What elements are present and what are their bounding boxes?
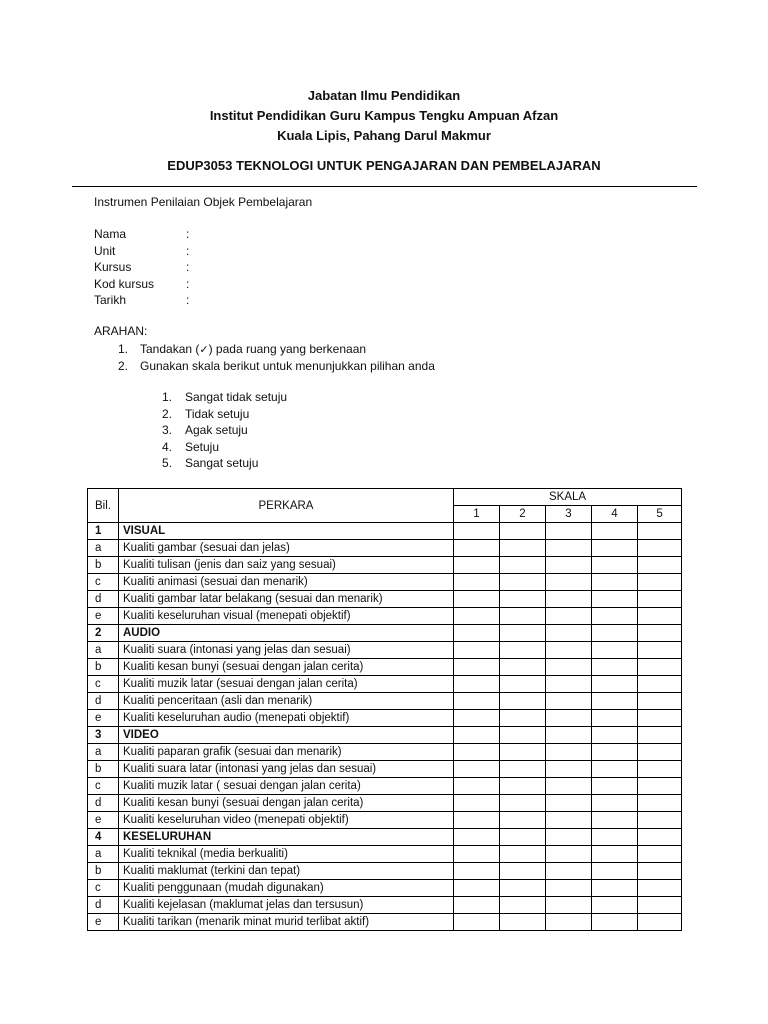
scale-cell-1 (454, 523, 500, 540)
scale-cell-1[interactable] (454, 846, 500, 863)
scale-legend (162, 389, 287, 472)
table-row (88, 659, 682, 676)
scale-number: 4. (162, 439, 173, 454)
scale-legend-item (162, 455, 287, 472)
header-divider (72, 186, 697, 187)
scale-cell-2[interactable] (500, 778, 546, 795)
instruction-text-post: ) pada ruang yang berkenaan (208, 342, 367, 356)
scale-number: 1. (162, 390, 173, 404)
scale-cell-1[interactable] (454, 744, 500, 761)
field-nama[interactable] (94, 226, 189, 243)
table-row (88, 744, 682, 761)
scale-cell-5 (638, 727, 682, 744)
scale-cell-1[interactable] (454, 591, 500, 608)
row-perkara: Kualiti penggunaan (mudah digunakan) (119, 880, 454, 897)
scale-cell-3[interactable] (546, 795, 592, 812)
scale-cell-4[interactable] (592, 880, 638, 897)
row-perkara: Kualiti tarikan (menarik minat murid terlibat aktif) (119, 914, 454, 931)
scale-cell-2[interactable] (500, 693, 546, 710)
table-row (88, 557, 682, 574)
scale-cell-3[interactable] (546, 710, 592, 727)
row-perkara: Kualiti teknikal (media berkualiti) (119, 846, 454, 863)
table-row (88, 778, 682, 795)
row-bil: e (88, 914, 119, 931)
scale-cell-1[interactable] (454, 693, 500, 710)
scale-cell-2[interactable] (500, 744, 546, 761)
scale-cell-2[interactable] (500, 795, 546, 812)
field-label: Kursus (94, 260, 132, 274)
row-bil: c (88, 574, 119, 591)
table-row (88, 608, 682, 625)
table-row (88, 676, 682, 693)
row-perkara: Kualiti keseluruhan visual (menepati objektif) (119, 608, 454, 625)
row-perkara: Kualiti penceritaan (asli dan menarik) (119, 693, 454, 710)
scale-cell-3[interactable] (546, 744, 592, 761)
scale-cell-2[interactable] (500, 676, 546, 693)
table-row (88, 693, 682, 710)
scale-cell-4[interactable] (592, 608, 638, 625)
scale-cell-4[interactable] (592, 710, 638, 727)
row-perkara: Kualiti suara (intonasi yang jelas dan sesuai) (119, 642, 454, 659)
instructions-list (118, 341, 435, 375)
scale-cell-3[interactable] (546, 863, 592, 880)
header-scale-3: 3 (546, 506, 592, 523)
scale-cell-4[interactable] (592, 914, 638, 931)
scale-cell-3 (546, 829, 592, 846)
scale-cell-3[interactable] (546, 557, 592, 574)
scale-cell-3 (546, 727, 592, 744)
scale-cell-3[interactable] (546, 846, 592, 863)
table-row (88, 761, 682, 778)
scale-cell-1[interactable] (454, 710, 500, 727)
scale-text: Tidak setuju (185, 406, 250, 421)
field-label: Nama (94, 227, 127, 241)
row-bil: a (88, 642, 119, 659)
scale-cell-3[interactable] (546, 880, 592, 897)
scale-cell-2[interactable] (500, 897, 546, 914)
row-bil: 4 (88, 829, 119, 846)
scale-text: Setuju (185, 439, 220, 454)
table-row (88, 897, 682, 914)
scale-cell-4[interactable] (592, 846, 638, 863)
scale-cell-5[interactable] (638, 897, 682, 914)
scale-cell-5[interactable] (638, 778, 682, 795)
table-row (88, 812, 682, 829)
row-perkara: AUDIO (119, 625, 454, 642)
field-kod-kursus[interactable] (94, 276, 189, 293)
scale-cell-1[interactable] (454, 914, 500, 931)
scale-cell-4[interactable] (592, 574, 638, 591)
scale-cell-2[interactable] (500, 710, 546, 727)
scale-cell-2[interactable] (500, 540, 546, 557)
field-kursus[interactable] (94, 259, 189, 276)
scale-cell-2[interactable] (500, 591, 546, 608)
scale-cell-5[interactable] (638, 744, 682, 761)
scale-cell-5[interactable] (638, 761, 682, 778)
row-perkara: Kualiti tulisan (jenis dan saiz yang sesuai) (119, 557, 454, 574)
row-bil: d (88, 795, 119, 812)
scale-cell-2[interactable] (500, 642, 546, 659)
row-perkara: Kualiti muzik latar (sesuai dengan jalan cerita) (119, 676, 454, 693)
row-perkara: VISUAL (119, 523, 454, 540)
scale-cell-1 (454, 727, 500, 744)
row-bil: a (88, 846, 119, 863)
scale-cell-3[interactable] (546, 897, 592, 914)
table-row (88, 574, 682, 591)
scale-cell-5[interactable] (638, 557, 682, 574)
scale-cell-2 (500, 727, 546, 744)
scale-cell-1[interactable] (454, 778, 500, 795)
scale-cell-2 (500, 523, 546, 540)
scale-cell-5 (638, 625, 682, 642)
field-colon: : (186, 293, 190, 307)
table-row (88, 710, 682, 727)
table-row (88, 540, 682, 557)
institute-name: Institut Pendidikan Guru Kampus Tengku Ampuan Afzan (209, 108, 559, 123)
field-label: Unit (94, 243, 116, 258)
scale-cell-4[interactable] (592, 591, 638, 608)
table-section-row (88, 625, 682, 642)
scale-cell-5[interactable] (638, 676, 682, 693)
row-bil: d (88, 897, 119, 914)
instruction-item (118, 358, 435, 375)
scale-cell-5[interactable] (638, 795, 682, 812)
table-section-row (88, 829, 682, 846)
document-header (0, 86, 768, 146)
scale-cell-5[interactable] (638, 693, 682, 710)
scale-cell-1[interactable] (454, 897, 500, 914)
scale-cell-1[interactable] (454, 642, 500, 659)
scale-cell-3[interactable] (546, 642, 592, 659)
scale-cell-5[interactable] (638, 863, 682, 880)
scale-cell-5[interactable] (638, 914, 682, 931)
scale-cell-4 (592, 625, 638, 642)
scale-cell-2[interactable] (500, 574, 546, 591)
scale-number: 5. (162, 456, 173, 470)
field-unit[interactable] (94, 243, 189, 260)
scale-cell-4[interactable] (592, 557, 638, 574)
header-skala: SKALA (454, 489, 682, 506)
scale-cell-4[interactable] (592, 693, 638, 710)
scale-legend-item (162, 422, 287, 439)
course-title: EDUP3053 TEKNOLOGI UNTUK PENGAJARAN DAN PEMBELAJARAN (167, 158, 601, 173)
scale-number: 2. (162, 406, 173, 421)
header-scale-2: 2 (500, 506, 546, 523)
instruction-text-pre: Tandakan ( (140, 342, 200, 356)
header-scale-4: 4 (592, 506, 638, 523)
scale-cell-3[interactable] (546, 659, 592, 676)
row-bil: b (88, 863, 119, 880)
instruction-text: Gunakan skala berikut untuk menunjukkan pilihan anda (140, 359, 435, 373)
field-tarikh[interactable] (94, 292, 189, 309)
scale-cell-3[interactable] (546, 574, 592, 591)
scale-cell-3[interactable] (546, 761, 592, 778)
scale-cell-1[interactable] (454, 676, 500, 693)
table-row (88, 795, 682, 812)
table-row (88, 914, 682, 931)
scale-cell-1[interactable] (454, 761, 500, 778)
scale-cell-2[interactable] (500, 761, 546, 778)
scale-cell-3[interactable] (546, 812, 592, 829)
scale-cell-2[interactable] (500, 812, 546, 829)
instruction-number: 1. (118, 342, 129, 356)
scale-cell-4[interactable] (592, 897, 638, 914)
scale-cell-3[interactable] (546, 608, 592, 625)
row-perkara: Kualiti maklumat (terkini dan tepat) (119, 863, 454, 880)
scale-text: Agak setuju (185, 423, 248, 437)
scale-legend-item (162, 406, 287, 423)
field-colon: : (186, 243, 190, 258)
scale-cell-5[interactable] (638, 812, 682, 829)
scale-cell-5[interactable] (638, 642, 682, 659)
scale-cell-1[interactable] (454, 557, 500, 574)
scale-cell-5[interactable] (638, 880, 682, 897)
scale-cell-3[interactable] (546, 778, 592, 795)
row-perkara: Kualiti paparan grafik (sesuai dan menarik) (119, 744, 454, 761)
scale-legend-item (162, 439, 287, 456)
scale-cell-5[interactable] (638, 574, 682, 591)
evaluation-table (87, 488, 682, 931)
row-bil: d (88, 591, 119, 608)
scale-text: Sangat setuju (185, 456, 259, 470)
row-bil: a (88, 744, 119, 761)
scale-cell-2[interactable] (500, 659, 546, 676)
row-bil: 1 (88, 523, 119, 540)
field-colon: : (186, 276, 190, 291)
row-perkara: Kualiti keseluruhan audio (menepati objektif) (119, 710, 454, 727)
field-label: Kod kursus (94, 276, 155, 291)
table-row (88, 880, 682, 897)
scale-legend-item (162, 389, 287, 406)
header-scale-1: 1 (454, 506, 500, 523)
instrument-title: Instrumen Penilaian Objek Pembelajaran (94, 195, 313, 209)
header-scale-5: 5 (638, 506, 682, 523)
instructions-title: ARAHAN: (94, 324, 148, 338)
row-bil: 3 (88, 727, 119, 744)
scale-text: Sangat tidak setuju (185, 390, 288, 404)
row-bil: b (88, 659, 119, 676)
row-bil: c (88, 880, 119, 897)
scale-cell-1[interactable] (454, 880, 500, 897)
row-bil: 2 (88, 625, 119, 642)
table-row (88, 863, 682, 880)
field-colon: : (186, 260, 190, 274)
scale-cell-5[interactable] (638, 846, 682, 863)
row-perkara: Kualiti suara latar (intonasi yang jelas dan sesuai) (119, 761, 454, 778)
scale-cell-1[interactable] (454, 812, 500, 829)
scale-cell-5[interactable] (638, 659, 682, 676)
scale-cell-2[interactable] (500, 557, 546, 574)
row-perkara: VIDEO (119, 727, 454, 744)
scale-cell-1[interactable] (454, 863, 500, 880)
scale-cell-5[interactable] (638, 591, 682, 608)
scale-cell-4[interactable] (592, 540, 638, 557)
scale-cell-3 (546, 625, 592, 642)
row-perkara: KESELURUHAN (119, 829, 454, 846)
department-name: Jabatan Ilmu Pendidikan (307, 88, 461, 103)
table-body (88, 523, 682, 931)
scale-cell-4 (592, 727, 638, 744)
row-bil: a (88, 540, 119, 557)
scale-cell-1[interactable] (454, 659, 500, 676)
scale-cell-2[interactable] (500, 846, 546, 863)
row-perkara: Kualiti gambar latar belakang (sesuai dan menarik) (119, 591, 454, 608)
scale-cell-2 (500, 829, 546, 846)
row-bil: b (88, 557, 119, 574)
scale-cell-4[interactable] (592, 795, 638, 812)
row-bil: e (88, 608, 119, 625)
header-bil: Bil. (88, 489, 119, 523)
scale-cell-4[interactable] (592, 659, 638, 676)
scale-cell-2[interactable] (500, 880, 546, 897)
scale-cell-3[interactable] (546, 591, 592, 608)
table-row (88, 846, 682, 863)
table-row (88, 642, 682, 659)
table-section-row (88, 523, 682, 540)
row-bil: d (88, 693, 119, 710)
header-perkara: PERKARA (119, 489, 454, 523)
scale-number: 3. (162, 423, 173, 437)
scale-cell-2[interactable] (500, 863, 546, 880)
scale-cell-5 (638, 829, 682, 846)
table-row (88, 591, 682, 608)
scale-cell-4[interactable] (592, 676, 638, 693)
field-colon: : (186, 227, 190, 241)
row-perkara: Kualiti muzik latar ( sesuai dengan jalan cerita) (119, 778, 454, 795)
row-perkara: Kualiti keseluruhan video (menepati objektif) (119, 812, 454, 829)
scale-cell-3[interactable] (546, 676, 592, 693)
scale-cell-5[interactable] (638, 710, 682, 727)
scale-cell-5[interactable] (638, 540, 682, 557)
scale-cell-4[interactable] (592, 812, 638, 829)
scale-cell-1 (454, 829, 500, 846)
scale-cell-4[interactable] (592, 778, 638, 795)
scale-cell-3 (546, 523, 592, 540)
row-perkara: Kualiti animasi (sesuai dan menarik) (119, 574, 454, 591)
scale-cell-3[interactable] (546, 540, 592, 557)
row-perkara: Kualiti gambar (sesuai dan jelas) (119, 540, 454, 557)
scale-cell-4 (592, 829, 638, 846)
scale-cell-1[interactable] (454, 608, 500, 625)
scale-cell-1 (454, 625, 500, 642)
row-bil: b (88, 761, 119, 778)
row-perkara: Kualiti kesan bunyi (sesuai dengan jalan cerita) (119, 659, 454, 676)
scale-cell-4[interactable] (592, 761, 638, 778)
instruction-item (118, 341, 435, 358)
scale-cell-4 (592, 523, 638, 540)
row-bil: e (88, 710, 119, 727)
scale-cell-1[interactable] (454, 540, 500, 557)
scale-cell-5 (638, 523, 682, 540)
table-section-row (88, 727, 682, 744)
row-perkara: Kualiti kejelasan (maklumat jelas dan tersusun) (119, 897, 454, 914)
scale-cell-2[interactable] (500, 608, 546, 625)
row-bil: c (88, 778, 119, 795)
scale-cell-3[interactable] (546, 693, 592, 710)
instruction-number: 2. (118, 359, 129, 373)
scale-cell-4[interactable] (592, 642, 638, 659)
scale-cell-3[interactable] (546, 914, 592, 931)
row-bil: e (88, 812, 119, 829)
scale-cell-1[interactable] (454, 574, 500, 591)
scale-cell-4[interactable] (592, 863, 638, 880)
field-label: Tarikh (94, 293, 127, 307)
row-perkara: Kualiti kesan bunyi (sesuai dengan jalan cerita) (119, 795, 454, 812)
row-bil: c (88, 676, 119, 693)
info-fields (94, 226, 189, 309)
checkmark-icon: ✓ (199, 343, 209, 356)
table-header-row (88, 489, 682, 506)
scale-cell-1[interactable] (454, 795, 500, 812)
institute-location: Kuala Lipis, Pahang Darul Makmur (277, 128, 491, 143)
scale-cell-2 (500, 625, 546, 642)
scale-cell-5[interactable] (638, 608, 682, 625)
scale-cell-2[interactable] (500, 914, 546, 931)
scale-cell-4[interactable] (592, 744, 638, 761)
